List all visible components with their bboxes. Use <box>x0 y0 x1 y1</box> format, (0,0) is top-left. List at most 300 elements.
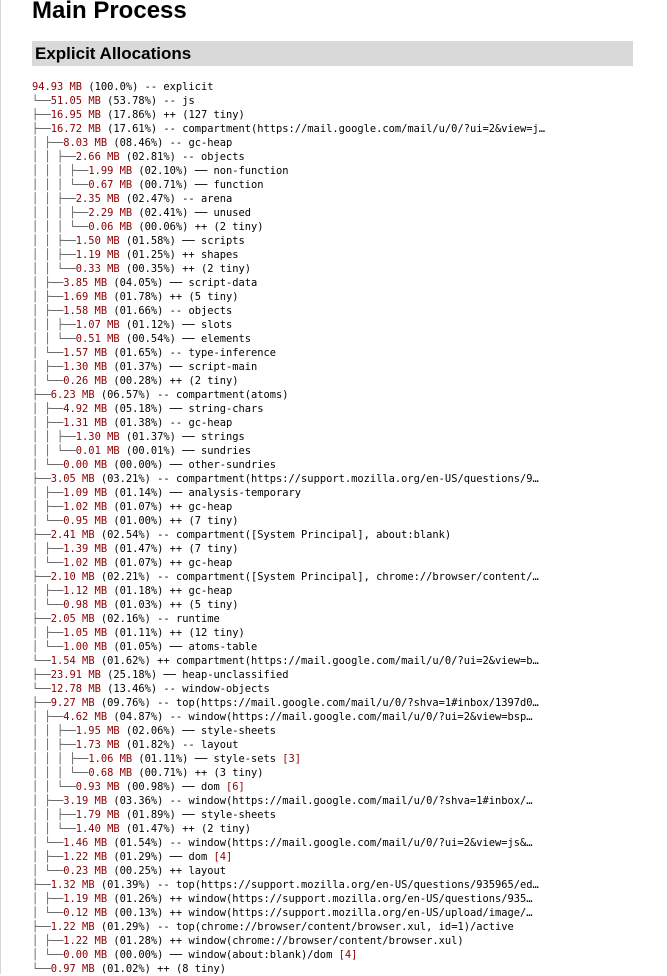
row-separator[interactable]: ++ <box>169 543 183 555</box>
row-path-name: window(https://mail.google.com/mail/u/0/?shva=1#inbox/ … <box>188 795 532 807</box>
tree-row[interactable] <box>32 80 632 94</box>
row-separator[interactable]: ── <box>182 781 195 793</box>
tree-row[interactable] <box>32 556 632 570</box>
row-path-name: layout <box>188 865 226 877</box>
tree-guide: │ │ └── <box>32 781 76 793</box>
row-separator[interactable]: ── <box>182 445 195 457</box>
row-path-name: sundries <box>200 445 251 457</box>
row-separator[interactable]: ── <box>169 277 183 289</box>
row-separator[interactable]: ++ <box>169 585 183 597</box>
tree-row[interactable] <box>32 696 632 710</box>
page-title: Main Process <box>32 0 187 24</box>
tree-row[interactable] <box>32 892 632 906</box>
tree-row[interactable] <box>32 920 632 934</box>
row-path-name: window(https://support.mozilla.org/en-US/upload/image/ … <box>188 907 532 919</box>
row-path-name: window(https://mail.google.com/mail/u/0/?ui=2&view=js& … <box>188 837 532 849</box>
row-amount[interactable]: 1.50 MB <box>75 235 120 247</box>
row-separator[interactable]: -- <box>157 879 170 891</box>
row-amount[interactable]: 1.39 MB <box>63 543 108 555</box>
row-amount[interactable]: 0.00 MB <box>63 459 108 471</box>
tree-row[interactable] <box>32 430 632 444</box>
tree-row[interactable] <box>32 220 632 234</box>
row-separator[interactable]: -- <box>169 711 183 723</box>
row-path-name: objects <box>200 151 245 163</box>
row-separator[interactable]: -- <box>144 81 158 93</box>
row-separator[interactable]: ++ <box>157 655 170 667</box>
row-amount[interactable]: 1.79 MB <box>75 809 120 821</box>
tree-guide: │ ├── <box>32 935 64 947</box>
row-amount[interactable]: 1.05 MB <box>63 627 108 639</box>
row-amount[interactable]: 8.03 MB <box>63 137 108 149</box>
tree-guide: │ │ └── <box>32 823 76 835</box>
row-separator[interactable]: ── <box>194 753 208 765</box>
row-path-name: top(https://support.mozilla.org/en-US/questions/935965/ed … <box>176 879 539 891</box>
tree-row[interactable] <box>32 472 632 486</box>
row-percent: (03.36%) <box>113 795 164 807</box>
row-separator[interactable]: -- <box>182 193 195 205</box>
row-separator[interactable]: -- <box>157 473 170 485</box>
tree-guide: │ │ ├── <box>32 739 76 751</box>
row-percent: (09.76%) <box>100 697 151 709</box>
tree-row[interactable] <box>32 668 632 682</box>
tree-row[interactable] <box>32 178 632 192</box>
tree-row[interactable] <box>32 794 632 808</box>
row-amount[interactable]: 1.57 MB <box>63 347 108 359</box>
tree-row[interactable] <box>32 122 632 136</box>
row-amount[interactable]: 94.93 MB <box>32 81 83 93</box>
tree-guide: │ │ └── <box>32 333 76 345</box>
tree-row[interactable] <box>32 458 632 472</box>
row-separator[interactable]: -- <box>163 683 176 695</box>
tree-guide: ├── <box>32 571 51 583</box>
row-amount[interactable]: 4.92 MB <box>63 403 108 415</box>
row-percent: (02.10%) <box>138 165 189 177</box>
row-amount[interactable]: 0.01 MB <box>75 445 120 457</box>
row-path-name: dom <box>188 851 208 863</box>
row-path-name: shapes <box>200 249 239 261</box>
row-percent: (00.28%) <box>113 375 164 387</box>
row-path-name: function <box>213 179 264 191</box>
row-separator[interactable]: -- <box>157 613 170 625</box>
tree-guide: │ └── <box>32 557 64 569</box>
row-percent: (02.06%) <box>125 725 176 737</box>
row-amount[interactable]: 0.97 MB <box>50 963 95 975</box>
tree-row[interactable] <box>32 108 632 122</box>
row-path-name: layout <box>200 739 239 751</box>
row-amount[interactable]: 1.02 MB <box>63 557 108 569</box>
row-separator[interactable]: -- <box>182 151 195 163</box>
tree-row[interactable] <box>32 626 632 640</box>
row-percent: (01.65%) <box>113 347 164 359</box>
tree-row[interactable] <box>32 304 632 318</box>
row-amount[interactable]: 16.95 MB <box>50 109 101 121</box>
tree-row[interactable] <box>32 528 632 542</box>
row-path-name: scripts <box>200 235 245 247</box>
row-amount[interactable]: 2.35 MB <box>75 193 120 205</box>
row-percent: (02.54%) <box>100 529 151 541</box>
row-amount[interactable]: 51.05 MB <box>50 95 101 107</box>
row-separator[interactable]: ── <box>169 459 183 471</box>
row-separator[interactable]: ++ <box>169 865 183 877</box>
row-separator[interactable]: ── <box>169 641 183 653</box>
row-separator[interactable]: ── <box>169 949 183 961</box>
row-amount[interactable]: 1.30 MB <box>63 361 108 373</box>
row-separator[interactable]: -- <box>163 95 176 107</box>
row-amount[interactable]: 1.06 MB <box>88 753 133 765</box>
row-amount[interactable]: 1.95 MB <box>75 725 120 737</box>
tree-guide: └── <box>32 963 51 975</box>
row-percent: (25.18%) <box>107 669 158 681</box>
row-amount[interactable]: 1.58 MB <box>63 305 108 317</box>
row-path-name: (2 tiny) <box>213 221 264 233</box>
row-path-name: script-main <box>188 361 258 373</box>
tree-row[interactable] <box>32 850 632 864</box>
tree-guide: │ ├── <box>32 795 64 807</box>
tree-guide: │ │ └── <box>32 263 76 275</box>
tree-row[interactable] <box>32 598 632 612</box>
row-amount[interactable]: 1.73 MB <box>75 739 120 751</box>
tree-guide: └── <box>32 683 51 695</box>
tree-row[interactable] <box>32 906 632 920</box>
row-separator[interactable]: ++ <box>169 557 183 569</box>
row-separator[interactable]: -- <box>157 697 170 709</box>
row-path-name: arena <box>200 193 233 205</box>
tree-row[interactable] <box>32 164 632 178</box>
tree-row[interactable] <box>32 878 632 892</box>
tree-guide: │ └── <box>32 641 64 653</box>
tree-row[interactable] <box>32 724 632 738</box>
tree-guide: │ ├── <box>32 305 64 317</box>
tree-guide: │ └── <box>32 599 64 611</box>
row-amount[interactable]: 1.07 MB <box>75 319 120 331</box>
tree-row[interactable] <box>32 276 632 290</box>
row-amount[interactable]: 16.72 MB <box>50 123 101 135</box>
tree-row[interactable] <box>32 682 632 696</box>
tree-row[interactable] <box>32 444 632 458</box>
tree-row[interactable] <box>32 332 632 346</box>
row-amount[interactable]: 1.69 MB <box>63 291 108 303</box>
row-percent: (03.21%) <box>100 473 151 485</box>
row-separator[interactable]: ── <box>169 851 183 863</box>
row-amount[interactable]: 1.09 MB <box>63 487 108 499</box>
tree-row[interactable] <box>32 150 632 164</box>
row-percent: (100.0%) <box>88 81 139 93</box>
tree-guide: │ ├── <box>32 851 64 863</box>
tree-row[interactable] <box>32 402 632 416</box>
tree-row[interactable] <box>32 948 632 962</box>
row-count-badge: [4] <box>338 949 358 961</box>
tree-row[interactable] <box>32 542 632 556</box>
tree-row[interactable] <box>32 612 632 626</box>
row-path-name: explicit <box>163 81 214 93</box>
row-percent: (02.41%) <box>138 207 189 219</box>
tree-row[interactable] <box>32 388 632 402</box>
row-amount[interactable]: 1.02 MB <box>63 501 108 513</box>
tree-row[interactable] <box>32 766 632 780</box>
row-separator[interactable]: ── <box>169 487 183 499</box>
row-amount[interactable]: 0.68 MB <box>88 767 133 779</box>
row-amount[interactable]: 0.12 MB <box>63 907 108 919</box>
row-amount[interactable]: 1.32 MB <box>50 879 95 891</box>
row-amount[interactable]: 1.22 MB <box>63 935 108 947</box>
row-percent: (01.02%) <box>100 963 151 975</box>
row-amount[interactable]: 0.06 MB <box>88 221 133 233</box>
row-separator[interactable]: ── <box>194 207 208 219</box>
row-path-name: window-objects <box>182 683 270 695</box>
row-separator[interactable]: -- <box>169 305 183 317</box>
tree-row[interactable] <box>32 248 632 262</box>
tree-guide: │ │ ├── <box>32 809 76 821</box>
row-amount[interactable]: 1.31 MB <box>63 417 108 429</box>
section-header <box>32 41 633 66</box>
row-separator[interactable]: -- <box>182 739 195 751</box>
row-count-badge: [4] <box>213 851 233 863</box>
row-separator[interactable]: -- <box>169 837 183 849</box>
tree-guide: │ ├── <box>32 711 64 723</box>
row-amount[interactable]: 0.95 MB <box>63 515 108 527</box>
row-percent: (00.98%) <box>125 781 176 793</box>
tree-guide: │ │ │ ├── <box>32 207 89 219</box>
tree-row[interactable] <box>32 752 632 766</box>
row-path-name: script-data <box>188 277 258 289</box>
row-amount[interactable]: 1.19 MB <box>63 893 108 905</box>
row-separator[interactable]: -- <box>157 389 170 401</box>
tree-row[interactable] <box>32 864 632 878</box>
row-path-name: objects <box>188 305 233 317</box>
row-path-name: window(about:blank)/dom <box>188 949 333 961</box>
row-separator[interactable]: ── <box>182 725 195 737</box>
row-percent: (02.81%) <box>125 151 176 163</box>
row-percent: (00.25%) <box>113 865 164 877</box>
row-amount[interactable]: 1.40 MB <box>75 823 120 835</box>
row-amount[interactable]: 9.27 MB <box>50 697 95 709</box>
tree-guide: │ ├── <box>32 277 64 289</box>
row-path-name: compartment(https://mail.google.com/mail/u/0/?ui=2&view=j … <box>182 123 545 135</box>
row-percent: (00.00%) <box>113 459 164 471</box>
row-percent: (04.87%) <box>113 711 164 723</box>
row-path-name: top(chrome://browser/content/browser.xul, id=1)/active <box>175 921 514 933</box>
row-percent: (00.06%) <box>138 221 189 233</box>
tree-guide: │ │ │ └── <box>32 767 89 779</box>
row-separator[interactable]: -- <box>169 795 183 807</box>
row-amount[interactable]: 0.93 MB <box>75 781 120 793</box>
row-path-name: compartment([System Principal], chrome://browser/content/ … <box>176 571 539 583</box>
row-separator[interactable]: ── <box>169 403 183 415</box>
row-percent: (01.89%) <box>125 809 176 821</box>
tree-row[interactable] <box>32 514 632 528</box>
row-amount[interactable]: 1.22 MB <box>50 921 95 933</box>
row-separator[interactable]: ── <box>194 179 208 191</box>
tree-row[interactable] <box>32 234 632 248</box>
row-amount[interactable]: 0.00 MB <box>63 949 108 961</box>
tree-guide: │ │ ├── <box>32 235 76 247</box>
row-separator[interactable]: ++ <box>169 291 183 303</box>
row-amount[interactable]: 2.41 MB <box>50 529 95 541</box>
row-separator[interactable]: -- <box>169 347 183 359</box>
row-path-name: unused <box>213 207 252 219</box>
row-separator[interactable]: -- <box>169 137 183 149</box>
tree-row[interactable] <box>32 822 632 836</box>
tree-row[interactable] <box>32 416 632 430</box>
tree-guide: │ ├── <box>32 291 64 303</box>
row-amount[interactable]: 23.91 MB <box>50 669 101 681</box>
row-path-name: compartment(atoms) <box>175 389 289 401</box>
tree-row[interactable] <box>32 136 632 150</box>
tree-guide: │ └── <box>32 347 64 359</box>
row-percent: (01.00%) <box>113 515 164 527</box>
row-separator[interactable]: ── <box>169 361 183 373</box>
tree-guide: │ │ │ ├── <box>32 165 89 177</box>
row-separator[interactable]: ++ <box>182 823 195 835</box>
tree-row[interactable] <box>32 346 632 360</box>
tree-row[interactable] <box>32 570 632 584</box>
row-amount[interactable]: 1.19 MB <box>75 249 120 261</box>
tree-row[interactable] <box>32 780 632 794</box>
row-percent: (01.28%) <box>113 935 164 947</box>
row-separator[interactable]: ++ <box>169 627 183 639</box>
row-separator[interactable]: -- <box>157 571 170 583</box>
row-separator[interactable]: ── <box>163 669 176 681</box>
row-separator[interactable]: ++ <box>182 249 195 261</box>
row-separator[interactable]: ── <box>182 809 195 821</box>
row-separator[interactable]: ++ <box>169 599 183 611</box>
tree-row[interactable] <box>32 836 632 850</box>
row-percent: (01.07%) <box>113 501 164 513</box>
row-percent: (01.05%) <box>113 641 164 653</box>
row-amount[interactable]: 2.10 MB <box>50 571 95 583</box>
row-separator[interactable]: ++ <box>194 767 208 779</box>
row-separator[interactable]: ++ <box>169 893 183 905</box>
row-path-name: other-sundries <box>188 459 277 471</box>
row-separator[interactable]: ── <box>182 235 195 247</box>
row-separator[interactable]: -- <box>157 529 170 541</box>
row-separator[interactable]: -- <box>169 417 183 429</box>
row-percent: (00.71%) <box>138 179 189 191</box>
row-amount[interactable]: 0.33 MB <box>75 263 120 275</box>
row-separator[interactable]: -- <box>157 921 170 933</box>
tree-row[interactable] <box>32 318 632 332</box>
row-path-name: (2 tiny) <box>200 823 251 835</box>
row-amount[interactable]: 0.98 MB <box>63 599 108 611</box>
tree-row[interactable] <box>32 654 632 668</box>
row-path-name: style-sheets <box>200 809 277 821</box>
row-amount[interactable]: 3.85 MB <box>63 277 108 289</box>
row-amount[interactable]: 2.29 MB <box>88 207 133 219</box>
tree-row[interactable] <box>32 738 632 752</box>
tree-row[interactable] <box>32 206 632 220</box>
tree-row[interactable] <box>32 640 632 654</box>
row-percent: (01.78%) <box>113 291 164 303</box>
row-percent: (13.46%) <box>107 683 158 695</box>
row-path-name: gc-heap <box>188 417 233 429</box>
row-percent: (01.11%) <box>138 753 189 765</box>
row-amount[interactable]: 0.23 MB <box>63 865 108 877</box>
row-amount[interactable]: 4.62 MB <box>63 711 108 723</box>
tree-row[interactable] <box>32 808 632 822</box>
tree-row[interactable] <box>32 710 632 724</box>
row-path-name: compartment(https://mail.google.com/mail/u/0/?ui=2&view=b … <box>176 655 539 667</box>
tree-row[interactable] <box>32 262 632 276</box>
row-path-name: window(https://mail.google.com/mail/u/0/?ui=2&view=bsp … <box>188 711 532 723</box>
row-percent: (00.01%) <box>125 445 176 457</box>
row-path-name: gc-heap <box>188 137 233 149</box>
tree-row[interactable] <box>32 290 632 304</box>
row-amount[interactable]: 3.05 MB <box>50 473 95 485</box>
tree-row[interactable] <box>32 374 632 388</box>
tree-guide: │ ├── <box>32 137 64 149</box>
tree-guide: ├── <box>32 879 51 891</box>
row-separator[interactable]: ++ <box>194 221 208 233</box>
row-amount[interactable]: 1.30 MB <box>75 431 120 443</box>
tree-row[interactable] <box>32 934 632 948</box>
row-percent: (00.54%) <box>125 333 176 345</box>
row-separator[interactable]: ++ <box>169 501 183 513</box>
row-separator[interactable]: ── <box>194 165 208 177</box>
tree-row[interactable] <box>32 500 632 514</box>
row-separator[interactable]: ++ <box>182 263 195 275</box>
tree-guide: │ ├── <box>32 361 64 373</box>
row-amount[interactable]: 2.66 MB <box>75 151 120 163</box>
row-separator[interactable]: ── <box>182 319 195 331</box>
row-percent: (01.07%) <box>113 557 164 569</box>
tree-row[interactable] <box>32 94 632 108</box>
row-amount[interactable]: 1.54 MB <box>50 655 95 667</box>
row-path-name: analysis-temporary <box>188 487 302 499</box>
row-separator[interactable]: ++ <box>163 109 176 121</box>
row-amount[interactable]: 1.00 MB <box>63 641 108 653</box>
row-separator[interactable]: ++ <box>169 515 183 527</box>
row-separator[interactable]: ++ <box>157 963 170 975</box>
row-percent: (00.71%) <box>138 767 189 779</box>
tree-row[interactable] <box>32 486 632 500</box>
row-amount[interactable]: 1.22 MB <box>63 851 108 863</box>
row-separator[interactable]: -- <box>163 123 176 135</box>
row-amount[interactable]: 6.23 MB <box>50 389 95 401</box>
row-amount[interactable]: 0.51 MB <box>75 333 120 345</box>
row-amount[interactable]: 1.12 MB <box>63 585 108 597</box>
row-amount[interactable]: 3.19 MB <box>63 795 108 807</box>
tree-guide: ├── <box>32 613 51 625</box>
row-amount[interactable]: 1.46 MB <box>63 837 108 849</box>
row-percent: (06.57%) <box>100 389 151 401</box>
row-amount[interactable]: 0.67 MB <box>88 179 133 191</box>
tree-guide: ├── <box>32 697 51 709</box>
row-separator[interactable]: ++ <box>169 935 183 947</box>
tree-guide: ├── <box>32 921 51 933</box>
row-path-name: dom <box>200 781 220 793</box>
row-path-name: compartment(https://support.mozilla.org/en-US/questions/9 … <box>176 473 539 485</box>
row-separator[interactable]: ── <box>182 431 195 443</box>
tree-row[interactable] <box>32 584 632 598</box>
row-amount[interactable]: 12.78 MB <box>50 683 101 695</box>
row-separator[interactable]: ── <box>182 333 195 345</box>
tree-guide: │ │ ├── <box>32 319 76 331</box>
tree-row[interactable] <box>32 192 632 206</box>
tree-guide: │ └── <box>32 515 64 527</box>
tree-row[interactable] <box>32 360 632 374</box>
tree-guide: ├── <box>32 473 51 485</box>
row-percent: (53.78%) <box>107 95 158 107</box>
tree-guide: │ ├── <box>32 543 64 555</box>
row-separator[interactable]: ++ <box>169 375 183 387</box>
row-path-name: (7 tiny) <box>188 543 239 555</box>
row-amount[interactable]: 2.05 MB <box>50 613 95 625</box>
row-amount[interactable]: 1.99 MB <box>88 165 133 177</box>
row-percent: (02.16%) <box>100 613 151 625</box>
row-separator[interactable]: ++ <box>169 907 183 919</box>
row-path-name: top(https://mail.google.com/mail/u/0/?shva=1#inbox/1397d0 … <box>176 697 539 709</box>
row-amount[interactable]: 0.26 MB <box>63 375 108 387</box>
